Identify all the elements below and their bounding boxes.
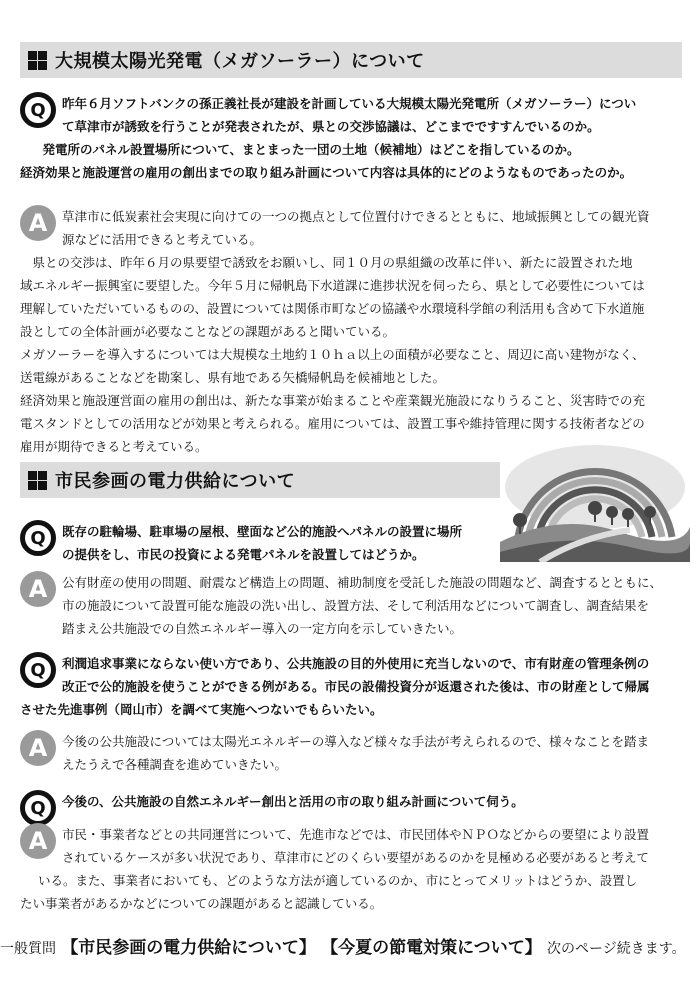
answer-block — [20, 205, 682, 458]
question-text: 昨年６月ソフトバンクの孫正義社長が建設を計画している大規模太陽光発電所（メガソーラー）につい て草津市が誘致を行うことが発表されたが、県との交渉協議は、どこまでですすんでいるのか。 発電所のパネル設置場所について、まとまった一団の土地（候補地）はどこを指しているのか。 経済効果と施設運営の雇用の創出までの取り組み計画について内容は具体的にどのようなものであったのか。 — [20, 96, 637, 180]
question-block — [20, 790, 682, 819]
page-footer — [0, 933, 700, 958]
question-badge-icon: Q — [20, 652, 56, 688]
answer-text: 草津市に低炭素社会実現に向けての一つの拠点として位置付けできるとともに、地域振興としての観光資 源などに活用できると考えている。 県との交渉は、昨年６月の県要望で誘致をお願いし、同１０月の県組織の改革に伴い、新たに設置された地 域エネルギー振興室に要望した。今年５月に帰帆島下水道課に進捗状況を伺ったら、県として必要性については 理解していただいているものの、設置については関係市町などの協議や水環境科学館の利活用も含めて下水道施 設としての全体計画が必要なことなどの課題があると聞いている。 メガソーラーを導入するについては大規模な土地約１０ｈａ以上の面積が必要なこと、周辺に高い建物がなく、 送電線があることなどを勘案し、県有地である矢橋帰帆島を候補地とした。 経済効果と施設運営面の雇用の創出は、新たな事業が始まることや産業観光施設になりうること、災害時での充 電スタンドとしての活用などが効果と考えられる。雇用については、設置工事や維持管理に関する技術者などの 雇用が期待できると考えている。 — [20, 209, 650, 454]
answer-badge-icon: A — [20, 205, 56, 241]
footer-topic-1: 【市民参画の電力供給について】 — [61, 938, 316, 958]
footer-continued-note: 次のページ続きます。 — [547, 941, 686, 957]
question-text: 既存の駐輪場、駐車場の屋根、壁面など公的施設へパネルの設置に場所 の提供をし、市民の投資による発電パネルを設置してはどうか。 — [62, 524, 463, 562]
question-block — [20, 520, 490, 566]
question-badge-icon: Q — [20, 520, 56, 556]
grid-square-icon — [28, 471, 47, 490]
answer-block — [20, 730, 682, 776]
answer-text: 市民・事業者などとの共同運営について、先進市などでは、市民団体やＮＰＯなどからの要望により設置 されているケースが多い状況であり、草津市にどのくらい要望があるのかを見極める必要があると考えて いる。また、事業者においても、どのような方法が適しているのか、市にとってメリットはどうか、設置し たい事業者があるかなどについての課題があると認識している。 — [20, 827, 650, 911]
question-text: 利潤追求事業にならない使い方であり、公共施設の目的外使用に充当しないので、市有財産の管理条例の 改正で公的施設を使うことができる例がある。市民の設備投資分が返還された後は、市の財産として帰属 させた先進事例（岡山市）を調べて実施へつないでもらいたい。 — [20, 656, 650, 717]
section-header-citizen-power — [20, 462, 500, 498]
answer-block — [20, 571, 682, 640]
answer-badge-icon: A — [20, 730, 56, 766]
answer-badge-icon: A — [20, 823, 56, 859]
section-header-mega-solar — [20, 42, 682, 78]
rainbow-landscape-illustration — [500, 442, 690, 562]
grid-square-icon — [28, 51, 47, 70]
question-block — [20, 92, 682, 184]
question-block — [20, 652, 682, 721]
section-title: 市民参画の電力供給について — [55, 471, 296, 492]
answer-text: 今後の公共施設については太陽光エネルギーの導入など様々な手法が考えられるので、様々なことを踏ま えたうえで各種調査を進めていきたい。 — [62, 734, 650, 772]
answer-badge-icon: A — [20, 571, 56, 607]
section-title: 大規模太陽光発電（メガソーラー）について — [55, 51, 425, 72]
answer-text: 公有財産の使用の問題、耐震など構造上の問題、補助制度を受託した施設の問題など、調査するとともに、 市の施設について設置可能な施設の洗い出し、設置方法、そして利活用などについて調査し、調査結果を 踏まえ公共施設での自然エネルギー導入の一定方向を示していきたい。 — [62, 575, 663, 636]
footer-topic-2: 【今夏の節電対策について】 — [321, 938, 542, 958]
answer-block — [20, 823, 682, 915]
question-text: 今後の、公共施設の自然エネルギー創出と活用の市の取り組み計画について伺う。 — [62, 794, 524, 809]
question-badge-icon: Q — [20, 92, 56, 128]
footer-prefix: 一般質問 — [0, 941, 56, 957]
question-badge-icon: Q — [20, 790, 56, 826]
